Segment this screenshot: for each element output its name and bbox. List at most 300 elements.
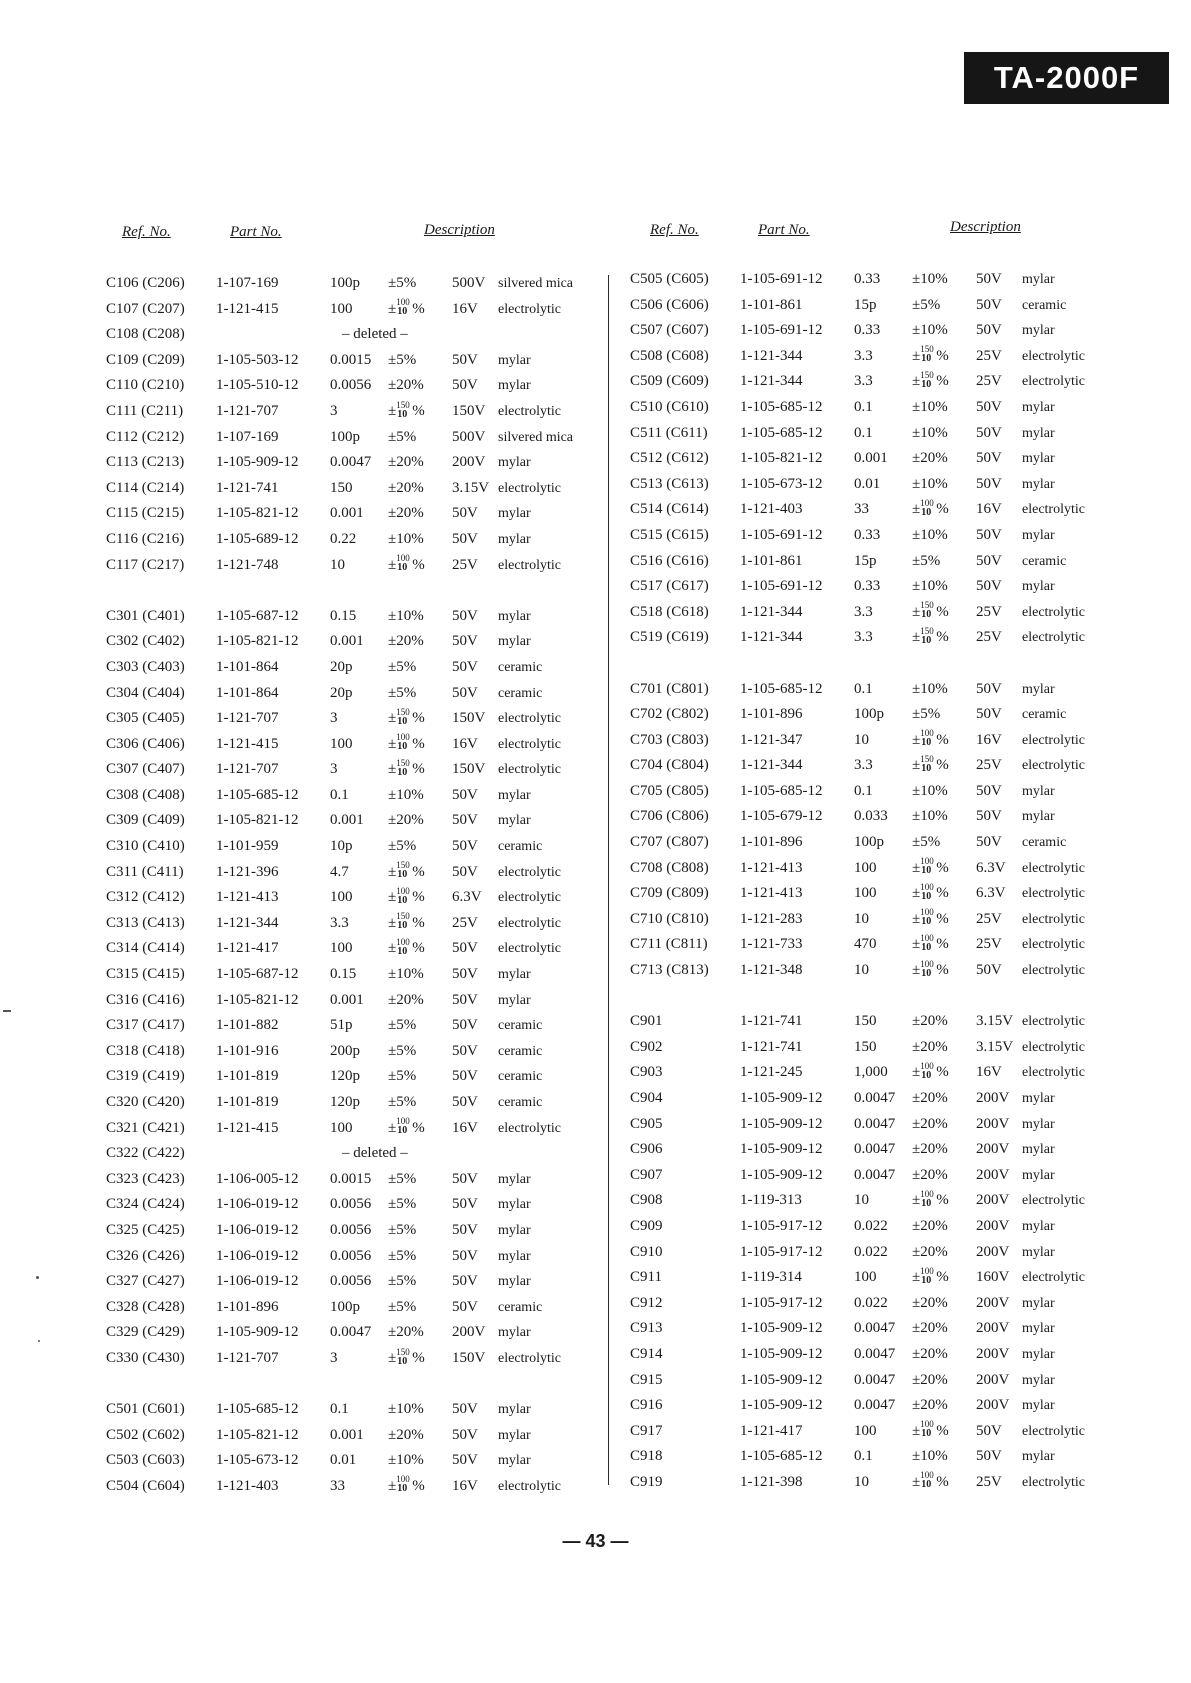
voltage: 50V xyxy=(976,424,1002,441)
tolerance: ± 100 10 % xyxy=(388,1116,425,1137)
part-no: 1-101-861 xyxy=(740,552,803,569)
part-no: 1-119-314 xyxy=(740,1269,802,1286)
parts-row xyxy=(630,1368,1130,1394)
voltage: 50V xyxy=(452,351,478,368)
capacitor-type: electrolytic xyxy=(498,1120,561,1136)
capacitor-type: mylar xyxy=(498,634,531,650)
voltage: 50V xyxy=(976,782,1002,799)
voltage: 50V xyxy=(452,530,478,547)
ref-no: C512 (C612) xyxy=(630,450,709,467)
tolerance: ± 150 10 % xyxy=(388,706,425,727)
tolerance: ±10% xyxy=(912,782,948,799)
voltage: 25V xyxy=(976,910,1002,927)
capacitor-type: electrolytic xyxy=(498,941,561,957)
capacitance: 0.1 xyxy=(854,424,873,441)
capacitor-type: silvered mica xyxy=(498,429,574,445)
parts-row xyxy=(630,881,1130,907)
capacitor-type: electrolytic xyxy=(1022,604,1085,620)
ref-no: C510 (C610) xyxy=(630,398,709,415)
parts-row xyxy=(630,830,1130,856)
voltage: 50V xyxy=(452,607,478,624)
ref-no: C329 (C429) xyxy=(106,1324,185,1341)
part-no: 1-105-503-12 xyxy=(216,351,299,368)
tolerance: ± 100 10 % xyxy=(388,553,425,574)
capacitor-type: mylar xyxy=(1022,1218,1055,1234)
ref-no: C909 xyxy=(630,1217,663,1234)
voltage: 50V xyxy=(452,633,478,650)
capacitance: 1,000 xyxy=(854,1064,888,1081)
spacer-row xyxy=(630,984,1130,1010)
capacitance: 100 xyxy=(854,859,877,876)
capacitance: 100 xyxy=(330,940,353,957)
capacitance: 0.0056 xyxy=(330,1273,372,1290)
ref-no: C317 (C417) xyxy=(106,1017,185,1034)
voltage: 25V xyxy=(976,1473,1002,1490)
ref-no: C305 (C405) xyxy=(106,710,185,727)
tolerance: ±10% xyxy=(912,398,948,415)
parts-row xyxy=(630,753,1130,779)
ref-no: C903 xyxy=(630,1064,663,1081)
part-no: 1-105-673-12 xyxy=(740,475,823,492)
part-no: 1-105-685-12 xyxy=(740,398,823,415)
ref-no: C711 (C811) xyxy=(630,936,708,953)
ref-no: C519 (C619) xyxy=(630,629,709,646)
capacitance: 0.22 xyxy=(330,530,357,547)
voltage: 16V xyxy=(976,501,1002,518)
voltage: 50V xyxy=(452,966,478,983)
capacitor-type: mylar xyxy=(498,352,531,368)
part-no: 1-105-909-12 xyxy=(740,1141,823,1158)
capacitance: 0.022 xyxy=(854,1243,888,1260)
capacitance: 33 xyxy=(330,1477,345,1494)
ref-no: C905 xyxy=(630,1115,663,1132)
capacitor-type: mylar xyxy=(1022,399,1055,415)
tolerance: ±5% xyxy=(388,1273,417,1290)
parts-row xyxy=(106,1141,606,1167)
voltage: 25V xyxy=(976,373,1002,390)
capacitance: 0.01 xyxy=(854,475,881,492)
voltage: 25V xyxy=(452,556,478,573)
voltage: 50V xyxy=(452,1068,478,1085)
tolerance: ±20% xyxy=(388,377,424,394)
capacitor-type: electrolytic xyxy=(1022,1065,1085,1081)
part-no: 1-106-019-12 xyxy=(216,1273,299,1290)
part-no: 1-121-415 xyxy=(216,1119,279,1136)
capacitor-type: mylar xyxy=(1022,1091,1055,1106)
part-no: 1-121-344 xyxy=(740,603,803,620)
tolerance: ± 150 10 % xyxy=(912,344,949,365)
ref-no: C319 (C419) xyxy=(106,1068,185,1085)
capacitance: 0.33 xyxy=(854,322,881,339)
capacitor-type: mylar xyxy=(1022,1372,1055,1388)
ref-no: C709 (C809) xyxy=(630,885,709,902)
voltage: 50V xyxy=(452,1017,478,1034)
part-no: 1-121-707 xyxy=(216,710,279,727)
voltage: 50V xyxy=(976,450,1002,467)
voltage: 200V xyxy=(976,1243,1010,1260)
tolerance: ±10% xyxy=(388,1401,424,1418)
parts-row xyxy=(630,1163,1130,1189)
capacitor-type: mylar xyxy=(1022,783,1055,799)
capacitance: 0.0047 xyxy=(854,1371,896,1388)
capacitor-type: mylar xyxy=(1022,1244,1055,1260)
part-no: 1-105-689-12 xyxy=(216,530,299,547)
parts-row xyxy=(106,808,606,834)
capacitor-type: electrolytic xyxy=(498,915,561,931)
tolerance: ±10% xyxy=(388,966,424,983)
parts-row xyxy=(630,497,1130,523)
tolerance: ± 150 10 % xyxy=(912,600,949,621)
ref-no: C913 xyxy=(630,1320,663,1337)
voltage: 50V xyxy=(976,1448,1002,1465)
voltage: 25V xyxy=(976,603,1002,620)
voltage: 200V xyxy=(976,1141,1010,1158)
model-badge: TA-2000F xyxy=(964,52,1169,104)
tolerance: ±20% xyxy=(912,1141,948,1158)
capacitance: 0.033 xyxy=(854,808,888,825)
capacitance: 0.0056 xyxy=(330,1196,372,1213)
parts-row xyxy=(630,804,1130,830)
capacitance: 3.3 xyxy=(854,629,873,646)
capacitance: 150 xyxy=(854,1038,877,1055)
voltage: 150V xyxy=(452,761,486,778)
ref-no: C112 (C212) xyxy=(106,428,185,445)
capacitor-type: electrolytic xyxy=(498,480,561,496)
parts-row xyxy=(630,856,1130,882)
capacitance: 0.0047 xyxy=(330,1324,372,1341)
voltage: 50V xyxy=(976,271,1002,287)
parts-row xyxy=(106,1039,606,1065)
voltage: 50V xyxy=(452,377,478,394)
part-no: 1-105-909-12 xyxy=(740,1090,823,1106)
voltage: 16V xyxy=(976,731,1002,748)
voltage: 16V xyxy=(976,1064,1002,1081)
voltage: 25V xyxy=(976,347,1002,364)
parts-row xyxy=(106,450,606,476)
parts-row xyxy=(630,1214,1130,1240)
voltage: 200V xyxy=(976,1371,1010,1388)
tolerance: ±20% xyxy=(912,1115,948,1132)
capacitance: 0.0047 xyxy=(330,454,372,471)
tolerance: ±10% xyxy=(388,607,424,624)
parts-row xyxy=(106,629,606,655)
description-header-right: Description xyxy=(950,219,1021,235)
part-no: 1-105-909-12 xyxy=(740,1371,823,1388)
voltage: 50V xyxy=(976,706,1002,723)
part-no: 1-121-415 xyxy=(216,735,279,752)
part-no: 1-105-685-12 xyxy=(740,424,823,441)
voltage: 50V xyxy=(452,812,478,829)
part-no: 1-105-685-12 xyxy=(740,680,823,697)
capacitor-type: ceramic xyxy=(498,659,543,675)
tolerance: ±5% xyxy=(388,428,417,445)
voltage: 160V xyxy=(976,1269,1010,1286)
capacitor-type: ceramic xyxy=(498,1018,543,1034)
ref-no: C506 (C606) xyxy=(630,296,709,313)
tolerance: ±20% xyxy=(388,1426,424,1443)
parts-row xyxy=(106,1192,606,1218)
voltage: 50V xyxy=(452,1273,478,1290)
part-no: 1-105-691-12 xyxy=(740,578,823,595)
voltage: 16V xyxy=(452,735,478,752)
part-no: 1-121-344 xyxy=(740,373,803,390)
part-no: 1-105-917-12 xyxy=(740,1243,823,1260)
ref-no: C511 (C611) xyxy=(630,424,708,441)
parts-row xyxy=(106,783,606,809)
ref-no-header-right: Ref. No. xyxy=(650,222,699,238)
voltage: 50V xyxy=(452,1042,478,1059)
parts-row xyxy=(106,911,606,937)
part-no: 1-105-821-12 xyxy=(216,812,299,829)
tolerance: ±20% xyxy=(912,1294,948,1311)
ref-no: C914 xyxy=(630,1345,663,1362)
capacitance: 20p xyxy=(330,658,353,675)
capacitor-type: mylar xyxy=(498,1197,531,1213)
voltage: 50V xyxy=(976,475,1002,492)
capacitor-type: mylar xyxy=(1022,681,1055,697)
part-no: 1-105-685-12 xyxy=(740,782,823,799)
ref-no: C915 xyxy=(630,1371,663,1388)
parts-row xyxy=(630,1009,1130,1035)
ref-no: C306 (C406) xyxy=(106,735,185,752)
part-no: 1-101-864 xyxy=(216,658,279,675)
capacitor-type: mylar xyxy=(1022,1142,1055,1158)
parts-row xyxy=(106,425,606,451)
capacitor-type: mylar xyxy=(1022,527,1055,543)
part-no: 1-105-687-12 xyxy=(216,966,299,983)
part-no: 1-121-741 xyxy=(216,479,279,496)
capacitance: 0.0047 xyxy=(854,1115,896,1132)
part-no: 1-121-344 xyxy=(740,757,803,774)
parts-row xyxy=(106,527,606,553)
tolerance: ±5% xyxy=(388,1221,417,1238)
parts-row xyxy=(106,655,606,681)
part-no: 1-121-417 xyxy=(216,940,279,957)
parts-row xyxy=(106,1448,606,1474)
part-no: 1-101-864 xyxy=(216,684,279,701)
voltage: 50V xyxy=(976,1422,1002,1439)
voltage: 25V xyxy=(976,936,1002,953)
tolerance: ±5% xyxy=(388,351,417,368)
ref-no: C327 (C427) xyxy=(106,1273,185,1290)
tolerance: ±5% xyxy=(388,1170,417,1187)
voltage: 50V xyxy=(976,398,1002,415)
part-no: 1-121-396 xyxy=(216,863,279,880)
capacitor-type: ceramic xyxy=(498,1095,543,1110)
capacitor-type: electrolytic xyxy=(1022,1193,1085,1209)
ref-no: C704 (C804) xyxy=(630,757,709,774)
ref-no: C515 (C615) xyxy=(630,526,709,543)
capacitor-type: electrolytic xyxy=(1022,758,1085,774)
capacitance: 0.33 xyxy=(854,578,881,595)
part-no: 1-121-741 xyxy=(740,1038,803,1055)
ref-no: C707 (C807) xyxy=(630,834,709,851)
tolerance: ± 100 10 % xyxy=(912,856,949,877)
voltage: 25V xyxy=(976,757,1002,774)
voltage: 200V xyxy=(452,1324,486,1341)
ref-no: C505 (C605) xyxy=(630,271,709,287)
voltage: 200V xyxy=(976,1217,1010,1234)
parts-row xyxy=(630,344,1130,370)
description-header: Description xyxy=(424,222,495,238)
part-no: 1-121-741 xyxy=(740,1013,803,1030)
parts-row xyxy=(106,1090,606,1116)
capacitance: 0.001 xyxy=(330,812,364,829)
capacitor-type: mylar xyxy=(498,967,531,983)
ref-no: C322 (C422) xyxy=(106,1145,185,1162)
capacitor-type: mylar xyxy=(1022,1295,1055,1311)
tolerance: ± 100 10 % xyxy=(912,1188,949,1209)
part-no: 1-105-909-12 xyxy=(740,1166,823,1183)
capacitor-type: electrolytic xyxy=(1022,937,1085,953)
voltage: 6.3V xyxy=(976,885,1006,902)
voltage: 150V xyxy=(452,710,486,727)
part-no: 1-121-245 xyxy=(740,1064,803,1081)
ref-no: C311 (C411) xyxy=(106,863,184,880)
voltage: 50V xyxy=(976,834,1002,851)
parts-row xyxy=(106,399,606,425)
ref-no: C330 (C430) xyxy=(106,1349,185,1366)
tolerance: ±20% xyxy=(388,1324,424,1341)
parts-row xyxy=(106,757,606,783)
parts-row xyxy=(106,604,606,630)
tolerance: ±5% xyxy=(388,1298,417,1315)
tolerance: ±10% xyxy=(912,680,948,697)
parts-row xyxy=(630,1086,1130,1112)
voltage: 6.3V xyxy=(976,859,1006,876)
part-no: 1-105-685-12 xyxy=(216,786,299,803)
capacitor-type: electrolytic xyxy=(1022,374,1085,390)
page-number: — 43 — xyxy=(562,1531,629,1551)
ref-no: C117 (C217) xyxy=(106,556,185,573)
capacitance: 10 xyxy=(854,962,869,979)
capacitance: 3 xyxy=(330,402,338,419)
voltage: 6.3V xyxy=(452,889,482,906)
capacitance: 100 xyxy=(330,1119,353,1136)
tolerance: ± 150 10 % xyxy=(388,860,425,881)
parts-row xyxy=(630,395,1130,421)
parts-row xyxy=(106,271,606,297)
ref-no: C502 (C602) xyxy=(106,1426,185,1443)
scan-mark xyxy=(3,1010,11,1012)
part-no: 1-105-909-12 xyxy=(216,454,299,471)
voltage: 50V xyxy=(452,1196,478,1213)
deleted-note: – deleted – xyxy=(342,1145,408,1162)
parts-row xyxy=(106,1346,606,1372)
parts-row xyxy=(630,1137,1130,1163)
ref-no: C916 xyxy=(630,1397,663,1414)
parts-row xyxy=(630,523,1130,549)
parts-row xyxy=(630,1112,1130,1138)
capacitance: 100p xyxy=(330,428,360,445)
part-no: 1-101-896 xyxy=(740,706,803,723)
part-no: 1-121-403 xyxy=(216,1477,279,1494)
parts-row xyxy=(630,1419,1130,1445)
voltage: 200V xyxy=(976,1294,1010,1311)
capacitance: 470 xyxy=(854,936,877,953)
voltage: 50V xyxy=(452,991,478,1008)
tolerance: ± 100 10 % xyxy=(388,297,425,318)
capacitor-type: mylar xyxy=(498,378,531,394)
ref-no: C115 (C215) xyxy=(106,505,185,522)
voltage: 50V xyxy=(452,1247,478,1264)
capacitor-type: ceramic xyxy=(1022,707,1067,723)
parts-row xyxy=(106,1423,606,1449)
voltage: 500V xyxy=(452,275,486,291)
voltage: 200V xyxy=(976,1345,1010,1362)
tolerance: ±10% xyxy=(388,1452,424,1469)
part-no: 1-121-344 xyxy=(216,914,279,931)
spacer-row xyxy=(630,651,1130,677)
ref-no: C911 xyxy=(630,1269,662,1286)
tolerance: ±20% xyxy=(912,1038,948,1055)
tolerance: ±5% xyxy=(388,838,417,855)
part-no: 1-101-819 xyxy=(216,1068,279,1085)
tolerance: ±20% xyxy=(388,812,424,829)
part-no: 1-121-707 xyxy=(216,402,279,419)
parts-row xyxy=(106,1116,606,1142)
ref-no: C324 (C424) xyxy=(106,1196,185,1213)
capacitance: 0.0047 xyxy=(854,1397,896,1414)
voltage: 3.15V xyxy=(976,1038,1014,1055)
ref-no: C314 (C414) xyxy=(106,940,185,957)
ref-no: C518 (C618) xyxy=(630,603,709,620)
capacitor-type: silvered mica xyxy=(498,276,574,291)
capacitor-type: electrolytic xyxy=(1022,732,1085,748)
voltage: 25V xyxy=(452,914,478,931)
part-no: 1-105-821-12 xyxy=(740,450,823,467)
capacitance: 0.1 xyxy=(854,680,873,697)
tolerance: ± 100 10 % xyxy=(388,732,425,753)
voltage: 50V xyxy=(452,1170,478,1187)
capacitor-type: mylar xyxy=(498,1171,531,1187)
parts-row xyxy=(630,1444,1130,1470)
tolerance: ±10% xyxy=(912,526,948,543)
capacitance: 0.0056 xyxy=(330,1247,372,1264)
capacitor-type: mylar xyxy=(498,1427,531,1443)
tolerance: ±20% xyxy=(912,1345,948,1362)
voltage: 200V xyxy=(976,1320,1010,1337)
ref-no: C320 (C420) xyxy=(106,1094,185,1110)
capacitance: 3.3 xyxy=(854,373,873,390)
parts-row xyxy=(106,553,606,579)
capacitor-type: mylar xyxy=(498,1274,531,1290)
capacitor-type: electrolytic xyxy=(1022,886,1085,902)
ref-no: C107 (C207) xyxy=(106,300,185,317)
capacitance: 0.0056 xyxy=(330,377,372,394)
capacitance: 10p xyxy=(330,838,353,855)
ref-no: C310 (C410) xyxy=(106,838,185,855)
part-no-header: Part No. xyxy=(230,224,282,240)
ref-no: C901 xyxy=(630,1013,663,1030)
part-no: 1-105-909-12 xyxy=(740,1320,823,1337)
tolerance: ±5% xyxy=(912,552,941,569)
tolerance: ±20% xyxy=(388,991,424,1008)
capacitor-type: mylar xyxy=(498,506,531,522)
part-no: 1-121-733 xyxy=(740,936,803,953)
ref-no: C917 xyxy=(630,1422,663,1439)
parts-row xyxy=(630,600,1130,626)
capacitance: 100 xyxy=(330,735,353,752)
tolerance: ±5% xyxy=(388,658,417,675)
tolerance: ±20% xyxy=(912,1013,948,1030)
voltage: 50V xyxy=(452,1094,478,1110)
capacitor-type: electrolytic xyxy=(498,403,561,419)
voltage: 200V xyxy=(976,1090,1010,1106)
part-no: 1-105-685-12 xyxy=(216,1401,299,1418)
part-no: 1-121-344 xyxy=(740,629,803,646)
voltage: 50V xyxy=(452,1426,478,1443)
